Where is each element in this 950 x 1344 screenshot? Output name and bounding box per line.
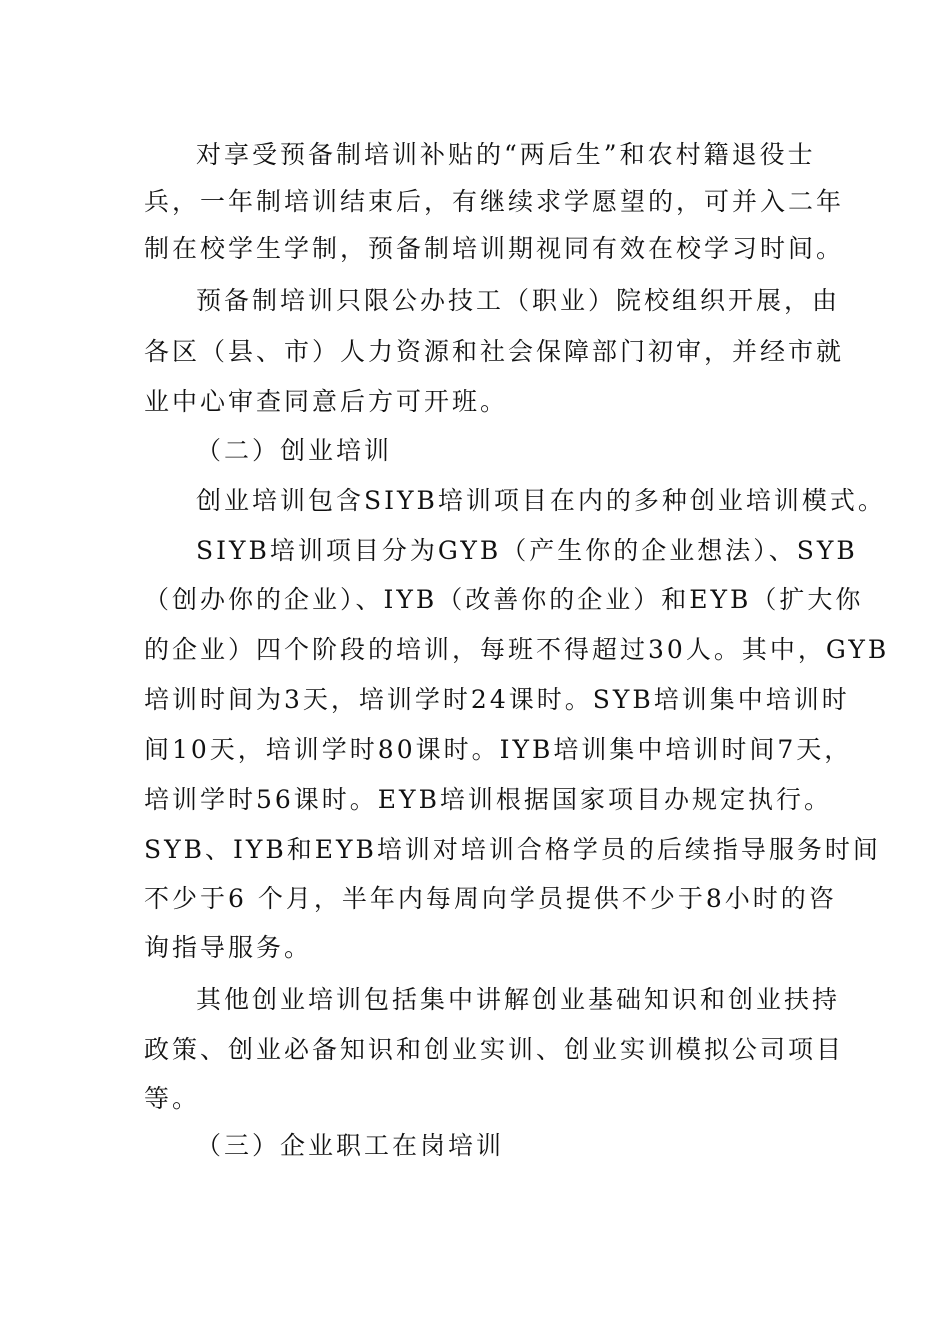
- paragraph-line: SYB、IYB和EYB培训对培训合格学员的后续指导服务时间: [144, 835, 881, 864]
- paragraph-line: 的企业）四个阶段的培训，每班不得超过30人。其中，GYB: [144, 635, 890, 664]
- paragraph-line: 业中心审查同意后方可开班。: [144, 387, 509, 416]
- paragraph-line: 间10天，培训学时80课时。IYB培训集中培训时间7天，: [144, 735, 853, 764]
- section-heading: （三）企业职工在岗培训: [196, 1131, 505, 1160]
- paragraph-line: 各区（县、市）人力资源和社会保障部门初审，并经市就: [144, 337, 845, 366]
- paragraph-line: 培训学时56课时。EYB培训根据国家项目办规定执行。: [144, 785, 832, 814]
- paragraph-line: 政策、创业必备知识和创业实训、创业实训模拟公司项目: [144, 1035, 845, 1064]
- paragraph-line: 不少于6 个月，半年内每周向学员提供不少于8小时的咨: [144, 884, 837, 913]
- paragraph-line: 兵，一年制培训结束后，有继续求学愿望的，可并入二年: [144, 187, 845, 216]
- paragraph-line: 对享受预备制培训补贴的“两后生”和农村籍退役士: [196, 140, 816, 169]
- paragraph-line: 创业培训包含SIYB培训项目在内的多种创业培训模式。: [196, 486, 886, 515]
- section-heading: （二）创业培训: [196, 436, 393, 465]
- paragraph-line: 培训时间为3天，培训学时24课时。SYB培训集中培训时: [144, 685, 850, 714]
- paragraph-line: 制在校学生学制，预备制培训期视同有效在校学习时间。: [144, 234, 845, 263]
- paragraph-line: 询指导服务。: [144, 933, 313, 962]
- paragraph-line: 等。: [144, 1084, 201, 1113]
- paragraph-line: （创办你的企业）、IYB（改善你的企业）和EYB（扩大你: [144, 585, 864, 614]
- paragraph-line: SIYB培训项目分为GYB（产生你的企业想法）、SYB: [196, 536, 858, 565]
- paragraph-line: 其他创业培训包括集中讲解创业基础知识和创业扶持: [196, 985, 841, 1014]
- paragraph-line: 预备制培训只限公办技工（职业）院校组织开展，由: [196, 286, 841, 315]
